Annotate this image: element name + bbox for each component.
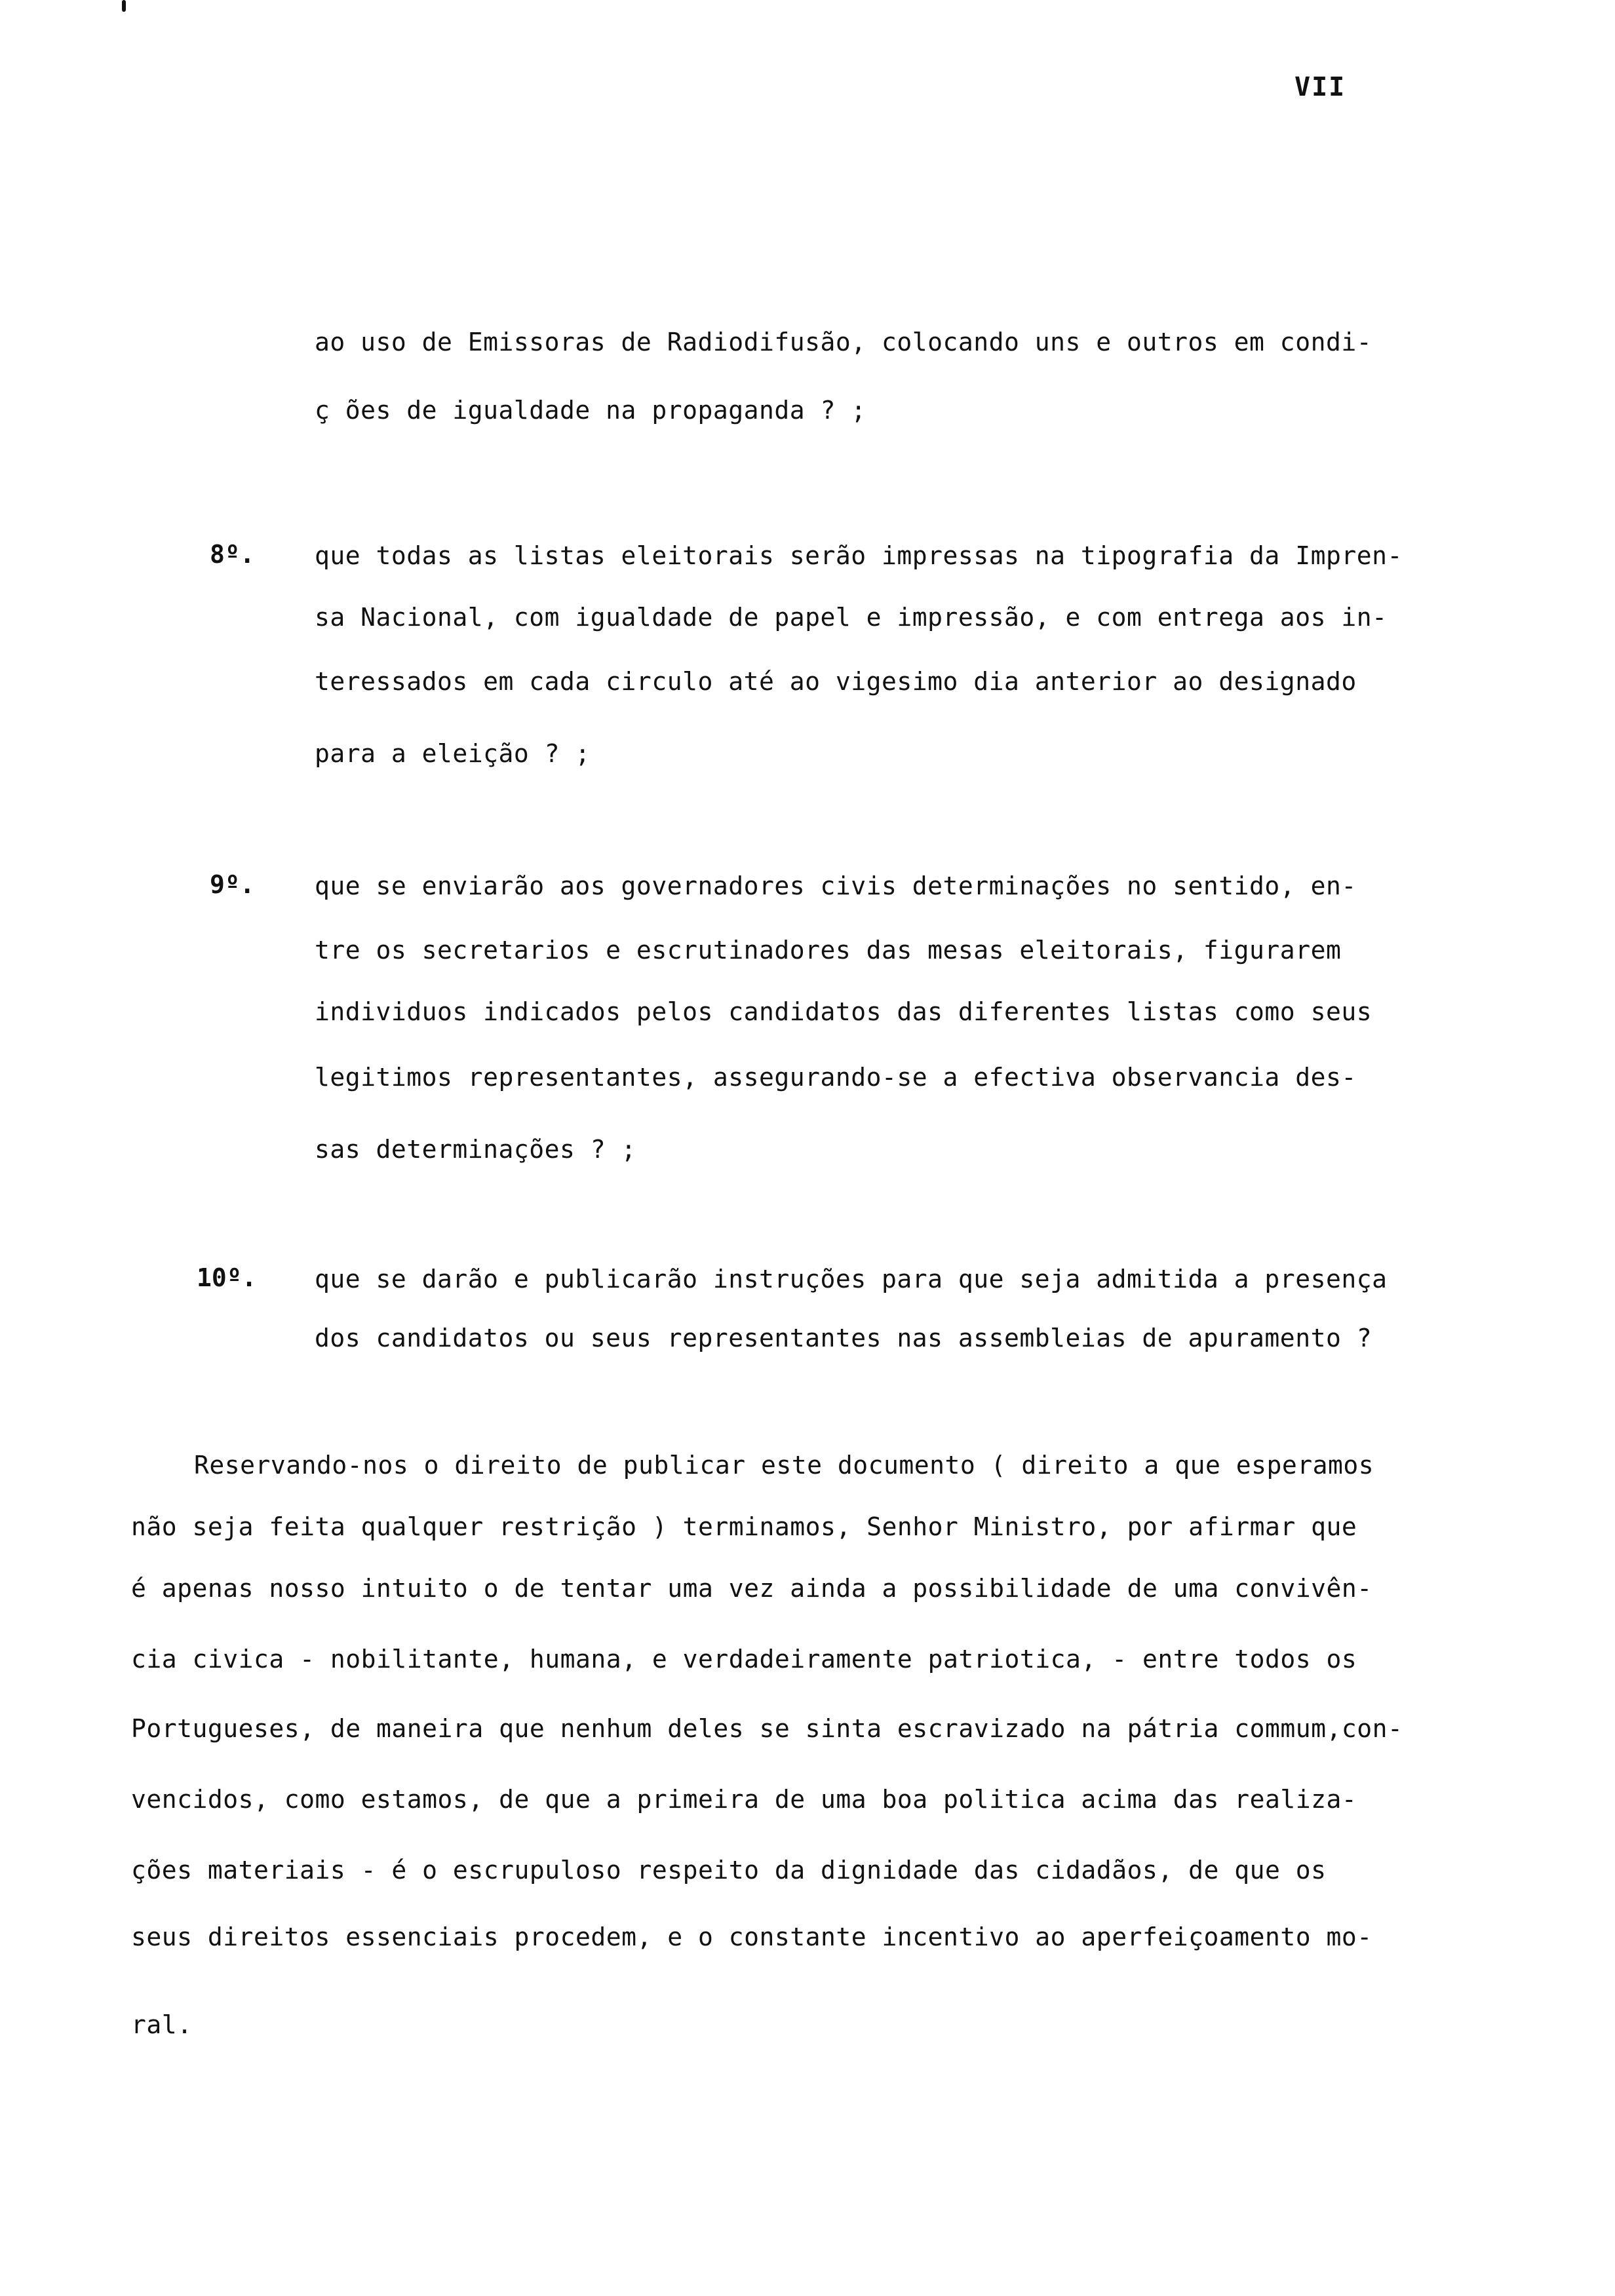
page-number: VII (1294, 72, 1346, 102)
item-line: sas determinações ? ; (315, 1135, 636, 1164)
item-line: teressados em cada circulo até ao vigesimo dia anterior ao designado (315, 667, 1357, 696)
intro-line: ao uso de Emissoras de Radiodifusão, colocando uns e outros em condi- (315, 328, 1372, 356)
item-number: 8º. (210, 540, 255, 569)
closing-line: seus direitos essenciais procedem, e o constante incentivo ao aperfeiçoamento mo- (131, 1923, 1372, 1951)
closing-line: Reservando-nos o direito de publicar este documento ( direito a que esperamos (194, 1451, 1374, 1480)
item-line: que se darão e publicarão instruções para que seja admitida a presença (315, 1265, 1388, 1293)
intro-line: ç ões de igualdade na propaganda ? ; (315, 396, 866, 425)
closing-line: não seja feita qualquer restrição ) terminamos, Senhor Ministro, por afirmar que (131, 1512, 1357, 1541)
item-line: legitimos representantes, assegurando-se a efectiva observancia des- (315, 1063, 1357, 1092)
item-line: que se enviarão aos governadores civis determinações no sentido, en- (315, 871, 1357, 900)
closing-line: cia civica - nobilitante, humana, e verdadeiramente patriotica, - entre todos os (131, 1645, 1357, 1674)
closing-line: vencidos, como estamos, de que a primeira de uma boa politica acima das realiza- (131, 1785, 1357, 1814)
item-number: 10º. (197, 1263, 257, 1292)
closing-line: Portugueses, de maneira que nenhum deles se sinta escravizado na pátria commum,con- (131, 1714, 1403, 1743)
item-line: que todas as listas eleitorais serão impressas na tipografia da Impren- (315, 541, 1403, 570)
closing-line: ral. (131, 2010, 193, 2039)
closing-line: é apenas nosso intuito o de tentar uma vez ainda a possibilidade de uma convivên- (131, 1574, 1372, 1603)
item-line: para a eleição ? ; (315, 739, 591, 768)
item-line: sa Nacional, com igualdade de papel e impressão, e com entrega aos in- (315, 603, 1388, 632)
ink-mark (122, 0, 126, 12)
item-line: dos candidatos ou seus representantes nas assembleias de apuramento ? (315, 1324, 1372, 1352)
item-number: 9º. (210, 870, 255, 899)
item-line: individuos indicados pelos candidatos das diferentes listas como seus (315, 997, 1372, 1026)
closing-line: ções materiais - é o escrupuloso respeito da dignidade das cidadãos, de que os (131, 1856, 1327, 1885)
item-line: tre os secretarios e escrutinadores das mesas eleitorais, figurarem (315, 936, 1342, 965)
